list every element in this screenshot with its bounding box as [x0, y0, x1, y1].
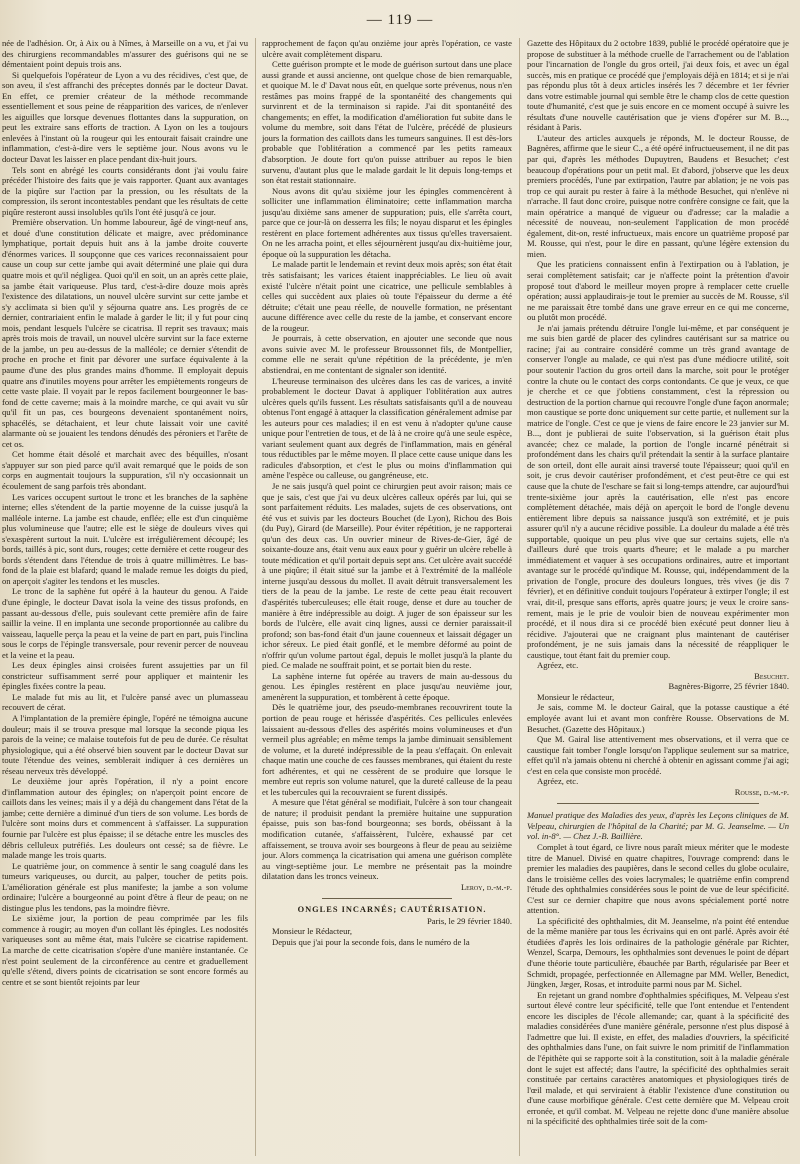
paragraph: Tels sont en abrégé les courts considérants dont j'ai voulu faire précéder l'histoire des faits que je vais rapporter. Quant aux avantages de la piqûre sur l'action par la pression, ou les résultats de la compression, ils seront incontestables pendant que les résultats de cette piqûre resteront aussi insolubles qu'ils l'ont été jusqu'à ce jour. [2, 164, 248, 217]
section-heading: ONGLES INCARNÉS; CAUTÉRISATION. [297, 905, 487, 915]
paragraph: L'heureuse terminaison des ulcères dans les cas de varices, a invité probablement le docteur Davat à appliquer l'oblitération aux autres ulcères quels qu'ils fussent. Les résultats satisfaisants qu'il a de nouveau obtenus l'ont engagé à attaquer la classification généralement admise par les auteurs pour ces maladies; il en est venu à n'adopter qu'une cause unique pour l'entretien de tous, et de là à ne croire qu'à une seule espèce, variant seulement quant aux degrés de l'inflammation, mais en général tous réductibles par le même moyen. Il place cette cause unique dans les radicules d'absorption, et c'est le plus ou moins d'inflammation qui amène l'espèce ou calleuse, ou gangréneuse, etc. [262, 375, 512, 481]
paragraph: Le quatrième jour, on commence à sentir le sang coagulé dans les tumeurs variqueuses, ou durcit, au palper, toucher de petits pois. L'amélioration générale est plus manifeste; la jambe a son volume ordinaire; l'ulcère a bourgeonné au point d'être à fleur de peau; on ne distingue plus les tendons, pas la moindre fièvre. [2, 860, 248, 913]
author-signature: Leroy, d.-m.-p. [460, 881, 512, 892]
paragraph: Que les praticiens connaissent enfin à l'extirpation ou à l'ablation, je serai complètement satisfait; car je n'affecte point la prétention d'avoir proposé tout d'abord le meilleur moyen propre à remplacer cette cruelle opération; aussi applaudirais-je tout le premier au succès de M. Rousse, s'il ne me paraissait être tombé dans une grave erreur en ce qui me concerne, ou plutôt mon procédé. [527, 259, 789, 323]
paragraph: A mesure que l'état général se modifiait, l'ulcère à son tour changeait de nature; il produisit pendant la première huitaine une suppuration épaisse, puis son bas-fond bourgeonna; ses bords, obéissant à la modification cutanée, s'affaissèrent, l'ulcère, exhaussé par cet affaissement, se trouva avoir ses bourgeons à fleur de peau au seizième jour. Alors commença la cicatrisation qui amena une guérison complète au vingt-septième jour. Le membre ne présentait pas la moindre dilatation dans les troncs veineux. [262, 797, 512, 882]
paragraph: Les varices occupent surtout le tronc et les branches de la saphène interne; elles s'étendent de la partie moyenne de la cuisse jusqu'à la malléole interne. La jambe est chaude, enflée; elle est d'un cinquième plus volumineuse que l'autre; elle est le siège de douleurs vives qui s'exaspèrent surtout la nuit. L'ulcère est irrégulièrement découpé; les bords, taillés à pic, sont durs, rouges; cette dernière et cette rougeur des bords s'étendent dans l'étendue de trois à quatre millimètres. Le bas-fond de la plaie est blafard; quand le malade remue les doigts du pied, on aperçoit s'agiter les tendons et les muscles. [2, 491, 248, 586]
salutation: Monsieur le Rédacteur, [272, 926, 353, 937]
paragraph: rapprochement de façon qu'au onzième jour après l'opération, ce vaste ulcère avait complètement disparu. [262, 38, 512, 59]
paragraph: Complet à tout égard, ce livre nous paraît mieux mériter que le modeste titre de Manuel. Divisé en quatre chapitres, l'ouvrage comprend: dans le premier les maladies des paupières, dans le second celles du globe oculaire, dans le troisième celles des voies lacrymales; le quatrième enfin comprend l'étude des ophthalmies considérées sous le point de vue de leur spécificité. C'est sur ce dernier chapitre que nous avons spécialement porté notre attention. [527, 842, 789, 916]
section-rule [322, 898, 452, 899]
salutation: Monsieur le rédacteur, [537, 691, 615, 702]
paragraph: Dès le quatrième jour, des pseudo-membranes recouvrirent toute la portion de peau rouge et hérissée d'aspérités. Ces pellicules enlevées laissaient au-dessous d'elles des aspérités moins volumineuses et d'un vermeil plus agréable; en même temps la jambe diminuait sensiblement de volume, et la dureté indépressible de la peau s'effaçait. On enlevait chaque matin une couche de ces fausses membranes, qui étaient du reste fort adhérentes, et qui ne cessèrent de se produire que lorsque le membre eut repris son volume naturel, que la dureté calleuse de la peau et les tubercules qui la recouvraient se furent dissipés. [262, 702, 512, 797]
signoff: Agréez, etc. [537, 776, 579, 787]
column-middle [262, 38, 512, 1156]
paragraph: Je n'ai jamais prétendu détruire l'ongle lui-même, et par conséquent je me suis bien gardé de placer des cylindres cautérisant sur sa matrice ou racine; j'ai au contraire considéré comme un très grand avantage de conserver l'ongle au malade, ce qui n'est pas d'une médiocre utilité, soit pour soutenir l'action du gros orteil dans la marche, soit pour le protéger contre la chute ou le contact des corps contondants. Ce que je veux, ce que je cherche et ce que j'obtiens constamment, c'est la répression ou destruction de la portion charnue qui recouvre l'ongle d'une façon anormale; mon caustique se porte donc uniquement sur cette partie, et nullement sur la matrice de l'ongle. C'est ce que je viens de faire encore le 23 janvier sur M. B..., dont je publierai de suite l'observation, si la guérison était plus avancée; chez ce malade, la portion de l'ongle incarné pénétrait si profondément dans les chairs qu'il prétendait la sentir à la surface plantaire de son orteil, dont elle aurait ainsi traversé toute l'épaisseur; quoi qu'il en soit, je crus devoir cautériser profondément, et c'est peut-être ce qui est cause que la chute de l'eschare se fait si long-temps attendre, car aujourd'hui trente-sixième jour après la cautérisation, elle n'est pas encore complètement détachée, mais déjà on aperçoit le bord de l'ongle devenu entièrement libre depuis sa naissance jusqu'à son extrémité, et je puis assurer qu'il n'y a aucune récidive possible. La douleur du malade a été très supportable, quoique un peu plus vive que sur certains sujets, elle n'a d'ailleurs duré que trois quarts d'heure; et le malade a pu marcher immédiatement et vaquer à ses occupations ordinaires, autre et important avantage sur le procédé qu'indique M. Rousse, qui, indépendamment de la privation de l'ongle, procure des douleurs longues, très vives (je dis 7 février), et en définitive conduit toujours l'opérateur à extirper l'ongle; il est vrai, dit-il, presque sans efforts, après quatre jours; je veux le croire sans-rement, mais je le prie de vouloir bien de nouveau expérimenter mon procédé, et il nous dira si ce procédé bien exécuté peut donner lieu à récidive. J'ajouterai que ne craignant plus maintenant de cautériser profondément, je ne suis jamais dans la nécessité de réappliquer le caustique, tout étant fait du premier coup. [527, 322, 789, 660]
paragraph: Depuis que j'ai pour la seconde fois, dans le numéro de la [272, 936, 470, 947]
paragraph: Le malade partit le lendemain et revint deux mois après; son état était très satisfaisant; les varices étaient inappréciables. Le lieu où avait existé l'ulcère n'était point une cicatrice, une pellicule semblables à celles qui succèdent aux plaies où toute l'épaisseur du derme a été détruite; c'était une peau réelle, de nouvelle formation, ne présentant aucune différence avec celle du reste de la jambe, et conservant encore de la rougeur. [262, 259, 512, 333]
paragraph: Le tronc de la saphène fut opéré à la hauteur du genou. A l'aide d'une épingle, le docteur Davat isola la veine des tissus profonds, en passant au-dessous d'elle, puis soulevant cette première afin de faire saillir la veine. Il en implanta une seconde proportionnée au calibre du vaisseau, laquelle perça la peau et la veine de part en part, puis l'inclina sous le corps de l'épingle transversale, pour revenir percer de nouveau et la veine et la peau. [2, 586, 248, 660]
paragraph: A l'implantation de la première épingle, l'opéré ne témoigna aucune douleur; mais il se trouva presque mal lorsque la seconde piqua les parois de la veine; ce malaise toutefois fut de peu de durée. Ce résultat physiologique, qui a été observé bien souvent par le docteur Davat sur toute l'étendue des veines, semblerait indiquer à ces dernières un réseau nerveux très développé. [2, 713, 248, 776]
paragraph: Je pourrais, à cette observation, en ajouter une seconde que nous avons suivie avec M. le professeur Broussonnet fils, de Montpellier, comme elle ne serait qu'une répétition de la précédente, je m'en abstiendrai, en me contentant de signaler son identité. [262, 333, 512, 375]
paragraph: L'auteur des articles auxquels je réponds, M. le docteur Rousse, de Bagnères, affirme que le sieur C., a été opéré infructueusement, il ne dit pas par qui, d'après les méthodes Dupuytren, Baudens et Besuchet; c'est beaucoup d'opérations pour un petit mal. Et d'abord, j'observe que les deux premiers procédés, l'une par extirpation, l'autre par ablation; je ne vois pas trop ce qui aurait pu rester à faire à la méthode Besuchet, qui n'enlève ni n'arrache. Il faut donc croire, puisque notre confrère consigne ce fait, que la main opératrice a manqué de vigueur ou d'adresse; car la maladie a nécessité de nouveau, non-seulement l'application de mon procédé également, dit-on, resté infructueux, mais encore un quatrième proposé par M. Rousse, qui n'est, pour le dire en passant, qu'une légère extension du mien. [527, 132, 789, 259]
paragraph: Que M. Gairal lise attentivement mes observations, et il verra que ce caustique fait tomber l'ongle lorsqu'on l'applique seulement sur sa matrice, effet qu'il n'a jamais obtenu ni cherché à obtenir en agissant comme j'ai agi; c'est en cela que consiste mon procédé. [527, 734, 789, 776]
column-divider-left [255, 38, 256, 1156]
paragraph: La saphène interne fut opérée au travers de main au-dessous du genou. Les épingles restèrent en place jusqu'au neuvième jour, amenèrent la suppuration, et tombèrent à cette époque. [262, 670, 512, 702]
dateline: Paris, le 29 février 1840. [427, 915, 512, 926]
section-rule [557, 803, 759, 804]
paragraph: La spécificité des ophthalmies, dit M. Jeanselme, n'a point été entendue de la même manière par tous les écrivains qui en ont parlé. Après avoir été étudiées d'après les lois ordinaires de la pathologie générale par Richter, Wenzel, Scarpa, Demours, les ophthalmies sont devenues le point de départ d'une théorie toute particulière, ébauchée par Barth, régularisée par Beer et Schmidt, propagée, perfectionnée en Allemagne par MM. Weller, Benedict, Jüngken, Jæger, Rosas, et introduite parmi nous par M. Sichel. [527, 915, 789, 990]
paragraph: Cet homme était désolé et marchait avec des béquilles, n'osant s'appuyer sur son pied parce qu'il avait remarqué que le poids de son corps en augmentait toujours la suppuration, s'il n'y occasionnait un écoulement de sang parfois très abondant. [2, 449, 248, 491]
column-left [2, 38, 248, 1156]
paragraph: Le deuxième jour après l'opération, il n'y a point encore d'inflammation autour des épingles; on n'aperçoit point encore de caillots dans les veines; mais il y a déjà du changement dans l'état de la jambe; cette dernière a diminué d'un tiers de son volume. Les bords de l'ulcère sont moins durs et commencent à s'affaisser. La suppuration fournie par l'ulcère est plus épaisse; il se détache entre les muscles des débris celluleux putréfiés. Les douleurs ont cessé; sa de fièvre. Le malade mange les trois quarts. [2, 776, 248, 861]
paragraph: Cette guérison prompte et le mode de guérison surtout dans une place aussi grande et aussi ancienne, ont quelque chose de bien remarquable, et quoique M. le d' Davat nous eût, en quelque sorte prévenus, nous n'en restâmes pas moins frappé de la spontanéité des changements qui survinrent et de la terminaison si rapide. J'ai dit spontanéité des changements; en effet, la modification d'amélioration fut subite dans le volume du membre, soit dans l'état de l'ulcère, précédé de plusieurs jours la formation des caillots dans les tumeurs sanguines. Il est dès-lors probable que l'oblitération a commencé par les petits rameaux d'absorption. Je doute fort qu'on puisse attribuer au repos le bien survenu, d'autant plus que le malade gardait le lit depuis long-temps et son état restait stationnaire. [262, 59, 512, 186]
author-signature: Rousse, d.-m.-p. [734, 786, 789, 797]
author-signature: Besuchet. [754, 670, 789, 681]
paragraph: née de l'adhésion. Or, à Aix ou à Nîmes, à Marseille on a vu, et j'ai vu des chirurgiens recommandables m'assurer des guérisons qui ne se démentaient point depuis trois ans. [2, 38, 248, 70]
signoff: Agréez, etc. [537, 660, 579, 671]
column-divider-right [519, 38, 520, 1156]
paragraph: Les deux épingles ainsi croisées furent assujetties par un fil constricteur suffisamment serré pour appliquer et maintenir les épingles fixées contre la peau. [2, 660, 248, 692]
column-right [527, 38, 789, 1156]
paragraph: Nous avons dit qu'au sixième jour les épingles commencèrent à solliciter une inflammation éliminatoire; cette inflammation marcha jusqu'au dixième sans amener de suppuration; puis, elle s'arrêta court, parce que ce jour-là on desserra les fils; le noyau disparut et les épingles restèrent en place fortement adhérentes aux tissus qu'elles traversaient. On ne les arracha point, et elles séjournèrent jusqu'au dix-huitième jour, époque où la suppuration les détacha. [262, 185, 512, 259]
dateline: Bagnères-Bigorre, 25 février 1840. [668, 681, 789, 692]
page-number: — 119 — [366, 12, 434, 28]
paragraph: Première observation. Un homme laboureur, âgé de vingt-neuf ans, et doué d'une constitution délicate et maigre, avec prédominance lymphatique, portait depuis huit ans à la jambe droite couverte d'énormes varices. Il soupçonne que ces varices reconnaissaient pour cause un coup sur cette jambe qui avait déterminé une plaie qui dura quatre mois et qu'il négligea. Quoi qu'il en soit, un an après cette plaie, sa jambe était variqueuse. Plus tard, c'est-à-dire douze mois après l'existence des dilatations, un nouvel ulcère survint sur cette jambe et s'y acclimata si bien qu'il y séjourna quatre ans. Les progrès de ce dernier, contrariaient enfin le malade à garder le lit; il y fut pour cinq mois, pendant lesquels l'ulcère se cicatrisa. Il reprit ses travaux; mais après trois mois de travail, un nouvel ulcère survint sur la face externe de la jambe, un peu au-dessus de la malléole; ce dernier s'étendit de proche en proche et finit par dévorer une surface équivalente à la paume d'une des plus grandes mains d'homme. Il employait depuis quatre ans d'inutiles moyens pour arrêter les empiètements rongeurs de cette vaste plaie. Il voyait par le repos facilement bourgeonner le bas-fond de cette caverne; mais à la moindre marche, ce qui avait vu sûr qu'il fit un pas, ces bourgeons devenaient spontanément noirs, sphacélés, se détachaient, et leur chute laissait voir une cavité alarmante où se jouaient les tendons dénudés des péroniers et l'arête de cet os. [2, 217, 248, 449]
paragraph: Gazette des Hôpitaux du 2 octobre 1839, publié le procédé opératoire que je propose de substituer à la méthode cruelle de l'arrachement ou de l'ablation pour l'incarnation de l'ongle du gros orteil, j'ai deux fois, et avec un égal succès, mis en pratique ce procédé que j'employais déjà en 1814; et si je n'ai pas répondu plus tôt à deux articles insérés les 7 décembre et 1er février dans votre estimable journal qui semble être le champ clos de cette question toute d'humanité, c'est que je suis encore en ce moment occupé à suivre les résultats d'une nouvelle cautérisation que je viens d'opérer sur M. B..., résidant à Paris. [527, 38, 789, 133]
paragraph: Si quelquefois l'opérateur de Lyon a vu des récidives, c'est que, de son aveu, il s'est affranchi des préceptes donnés par le docteur Davat. En effet, ce premier créateur de la méthode recommande essentiellement et sous peine de réapparition des varices, de n'enlever les aiguilles que lorsque devenues flottantes dans la suppuration, on peut les extraire sans efforts de traction. A Lyon on les a toujours enlevées à l'instant où la rougeur qui les entourait faisait craindre une inflammation, c'est-à-dire vers le septième jour. Nous avons vu le docteur Davat les laisser en place pendant dix-huit jours. [2, 69, 248, 165]
book-review-title: Manuel pratique des Maladies des yeux, d'après les Leçons cliniques de M. Velpeau, chirurgien de l'hôpital de la Charité; par M. G. Jeanselme. — Un vol. in-8°. — Chez J.-B. Baillière. [527, 810, 789, 842]
paragraph: En rejetant un grand nombre d'ophthalmies spécifiques, M. Velpeau s'est surtout élevé contre leur spécificité, telle que l'ont entendue et l'entendent encore les disciples de l'école allemande; car, quant à la spécificité des maladies considérées d'une manière générale, personne n'est plus disposé à l'admettre que lui. Il existe, en effet, des maladies d'ouvriers, la spécificité des ophthalmies dans l'une, on fait suivre le nom primitif de l'inflammation de l'épithète qui se rapporte soit à la constitution, soit à la maladie générale dont le sujet est affecté; dans l'autre, la spécificité des ophthalmies serait constituée par certains caractères anatomiques et physiologiques tirés de l'œil malade, et qui serviraient à établir l'existence d'une constitution ou d'une cause morbifique générale. C'est cette dernière que M. Velpeau croit erronée, et qu'il combat. M. Velpeau ne rejette donc d'une manière absolue ni la spécificité des ophthalmies tirée soit de la com- [527, 989, 789, 1127]
paragraph: Je ne sais jusqu'à quel point ce chirurgien peut avoir raison; mais ce que je sais, c'est que j'ai vu deux ulcères calleux opérés par lui, qui se sont parfaitement réduits. Les malades, sujets de ces observations, ont été vus et suivis par les docteurs Bouchet (de Lyon), Richou des Bois (du Puy), Girard (de Marseille). Pour éviter répétition, je ne rapporterai qu'un des deux cas. Un ouvrier mineur de Rives-de-Gier, âgé de soixante-douze ans, était venu aux eaux pour y guérir un ulcère rebelle à toute médication et qu'il portait depuis sept ans. Cet ulcère avait succédé à une piqûre; il était situé sur la jambe et à l'extrémité de la malléole interne jusqu'au dessous du mollet. Il avait détruit transversalement les tiers de la peau de la jambe. Le reste de cette peau était recouvert d'aspérités tuberculeuses; elle était rouge, dense et dure au toucher de manière à être indépressible au doigt. A juger de son épaisseur sur les bords de l'ulcère, elle avait cinq lignes, aussi ce dernier paraissait-il profond; son bas-fond était d'un jaune couenneux et laissait dégager un ichor séreux. Le pied était gonflé, et le membre déformé au point de n'offrir qu'un volume partout égal, depuis le mollet jusqu'à la plante du pied. Ce malade ne souffrait point, et se portait bien du reste. [262, 480, 512, 671]
paragraph: Le sixième jour, la portion de peau comprimée par les fils commence à rougir; au moyen d'un collant lès épingles. Les nodosités variqueuses sont au même état, mais l'ulcère se cicatrise rapidement. La marche de cette cicatrisation s'opère d'une manière instantanée. Ce n'est point seulement de la circonférence au centre et graduellement qu'elle s'étend, divers points de cicatrisation se sont encore formés au centre et se sont bientôt rejoints par leur [2, 913, 248, 987]
paragraph: Je sais, comme M. le docteur Gairal, que la potasse caustique a été employée avant lui et avant mon confrère Rousse. Observations de M. Besuchet. (Gazette des Hôpitaux.) [527, 702, 789, 734]
paragraph: Le malade fut mis au lit, et l'ulcère pansé avec un plumasseau recouvert de cérat. [2, 691, 248, 713]
